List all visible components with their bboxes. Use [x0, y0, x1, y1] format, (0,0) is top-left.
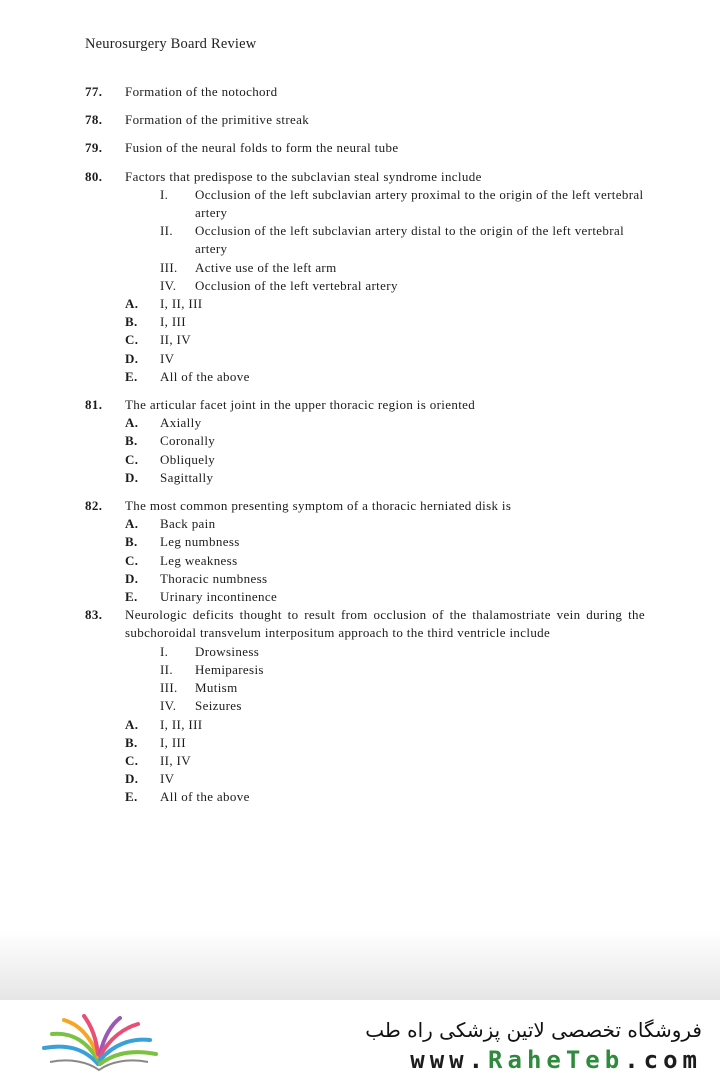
option-text: IV	[160, 350, 175, 366]
answer-option	[125, 368, 645, 386]
roman-numeral: II.	[160, 661, 173, 677]
option-text: Back pain	[160, 516, 216, 532]
answer-option	[125, 515, 645, 533]
answer-option	[125, 469, 645, 487]
roman-numeral: III.	[160, 680, 178, 696]
option-text: Urinary incontinence	[160, 589, 278, 605]
roman-item	[160, 643, 645, 661]
question-list	[85, 83, 645, 807]
option-letter: A.	[125, 516, 139, 532]
question-body	[125, 606, 645, 806]
option-letter: D.	[125, 350, 139, 366]
answer-options	[125, 515, 645, 606]
roman-numeral-list	[160, 186, 645, 295]
roman-numeral: IV.	[160, 698, 177, 714]
roman-numeral: I.	[160, 643, 169, 659]
open-book-logo-icon	[40, 1014, 158, 1074]
store-name: فروشگاه تخصصی لاتین پزشکی راه طب	[365, 1018, 702, 1042]
roman-item-text: Drowsiness	[195, 643, 260, 659]
question-body	[125, 111, 645, 129]
roman-item-text: Occlusion of the left subclavian artery proximal to the origin of the left vertebral artery	[195, 186, 644, 221]
option-letter: A.	[125, 415, 139, 431]
roman-item-text: Occlusion of the left subclavian artery distal to the origin of the left vertebral artery	[195, 223, 625, 257]
roman-item-text: Mutism	[195, 680, 238, 696]
answer-option	[125, 752, 645, 770]
option-text: All of the above	[160, 789, 250, 805]
option-letter: E.	[125, 589, 138, 605]
question-number: 82.	[85, 498, 103, 514]
answer-option	[125, 588, 645, 606]
roman-numeral: I.	[160, 186, 169, 202]
roman-numeral-list	[160, 643, 645, 716]
roman-item	[160, 697, 645, 715]
option-text: Coronally	[160, 433, 216, 449]
answer-options	[125, 414, 645, 487]
answer-option	[125, 313, 645, 331]
option-letter: B.	[125, 734, 138, 750]
roman-item-text: Seizures	[195, 698, 242, 714]
option-letter: D.	[125, 570, 139, 586]
option-text: I, III	[160, 734, 186, 750]
option-text: I, II, III	[160, 716, 203, 732]
question-item	[85, 83, 645, 101]
question-body	[125, 497, 645, 606]
question-item	[85, 396, 645, 487]
page-bottom-shadow	[0, 930, 720, 1000]
question-item	[85, 497, 645, 606]
roman-item	[160, 277, 645, 295]
roman-item-text: Hemiparesis	[195, 661, 264, 677]
option-text: Axially	[160, 415, 202, 431]
answer-option	[125, 533, 645, 551]
option-letter: A.	[125, 716, 139, 732]
answer-option	[125, 331, 645, 349]
option-text: II, IV	[160, 332, 191, 348]
roman-item-text: Occlusion of the left vertebral artery	[195, 277, 398, 293]
option-letter: B.	[125, 534, 138, 550]
question-body	[125, 168, 645, 386]
roman-item	[160, 661, 645, 679]
option-letter: C.	[125, 552, 139, 568]
question-number: 81.	[85, 397, 103, 413]
option-text: I, II, III	[160, 296, 203, 312]
question-number: 79.	[85, 140, 103, 156]
website-brand: RaheTeb	[488, 1046, 625, 1074]
question-number: 80.	[85, 168, 103, 184]
question-item	[85, 606, 645, 806]
answer-option	[125, 716, 645, 734]
option-text: IV	[160, 771, 175, 787]
option-letter: C.	[125, 332, 139, 348]
answer-options	[125, 716, 645, 807]
option-letter: B.	[125, 433, 138, 449]
question-item	[85, 139, 645, 157]
answer-option	[125, 570, 645, 588]
option-text: Obliquely	[160, 451, 216, 467]
option-letter: C.	[125, 451, 139, 467]
question-stem: Neurologic deficits thought to result from occlusion of the thalamostriate vein during the subchoroidal transvelum interpositum approach to the third ventricle include	[125, 607, 645, 641]
running-header: Neurosurgery Board Review	[85, 36, 257, 52]
option-text: Thoracic numbness	[160, 570, 268, 586]
store-website	[410, 1046, 702, 1074]
answer-option	[125, 734, 645, 752]
roman-item	[160, 186, 645, 222]
question-body	[125, 139, 645, 157]
option-text: Leg numbness	[160, 534, 240, 550]
roman-item-text: Active use of the left arm	[195, 259, 337, 275]
question-number: 83.	[85, 607, 103, 623]
question-number: 78.	[85, 112, 103, 128]
option-letter: E.	[125, 368, 138, 384]
question-body	[125, 83, 645, 101]
option-letter: D.	[125, 469, 139, 485]
option-text: I, III	[160, 314, 186, 330]
question-item	[85, 111, 645, 129]
option-text: All of the above	[160, 368, 250, 384]
question-stem: Formation of the notochord	[125, 84, 278, 99]
question-stem: The articular facet joint in the upper thoracic region is oriented	[125, 397, 476, 413]
answer-option	[125, 295, 645, 313]
question-stem: Formation of the primitive streak	[125, 112, 310, 128]
answer-option	[125, 350, 645, 368]
answer-option	[125, 770, 645, 788]
website-suffix: .com	[624, 1046, 702, 1074]
option-letter: B.	[125, 314, 138, 330]
answer-option	[125, 788, 645, 806]
option-text: Sagittally	[160, 469, 214, 485]
roman-numeral: II.	[160, 223, 173, 239]
question-stem: Factors that predispose to the subclavian steal syndrome include	[125, 168, 482, 184]
answer-option	[125, 414, 645, 432]
option-text: Leg weakness	[160, 552, 238, 568]
answer-options	[125, 295, 645, 386]
question-body	[125, 396, 645, 487]
website-prefix: www.	[410, 1046, 489, 1074]
question-stem: Fusion of the neural folds to form the neural tube	[125, 140, 399, 156]
question-number: 77.	[85, 84, 103, 99]
question-stem: The most common presenting symptom of a thoracic herniated disk is	[125, 498, 512, 514]
option-letter: C.	[125, 752, 139, 768]
roman-numeral: IV.	[160, 277, 177, 293]
option-letter: A.	[125, 296, 139, 312]
question-item	[85, 168, 645, 386]
roman-item	[160, 259, 645, 277]
answer-option	[125, 432, 645, 450]
option-letter: D.	[125, 771, 139, 787]
roman-numeral: III.	[160, 259, 178, 275]
store-banner	[0, 1000, 720, 1080]
option-text: II, IV	[160, 752, 191, 768]
answer-option	[125, 552, 645, 570]
answer-option	[125, 451, 645, 469]
option-letter: E.	[125, 789, 138, 805]
roman-item	[160, 679, 645, 697]
roman-item	[160, 222, 645, 258]
